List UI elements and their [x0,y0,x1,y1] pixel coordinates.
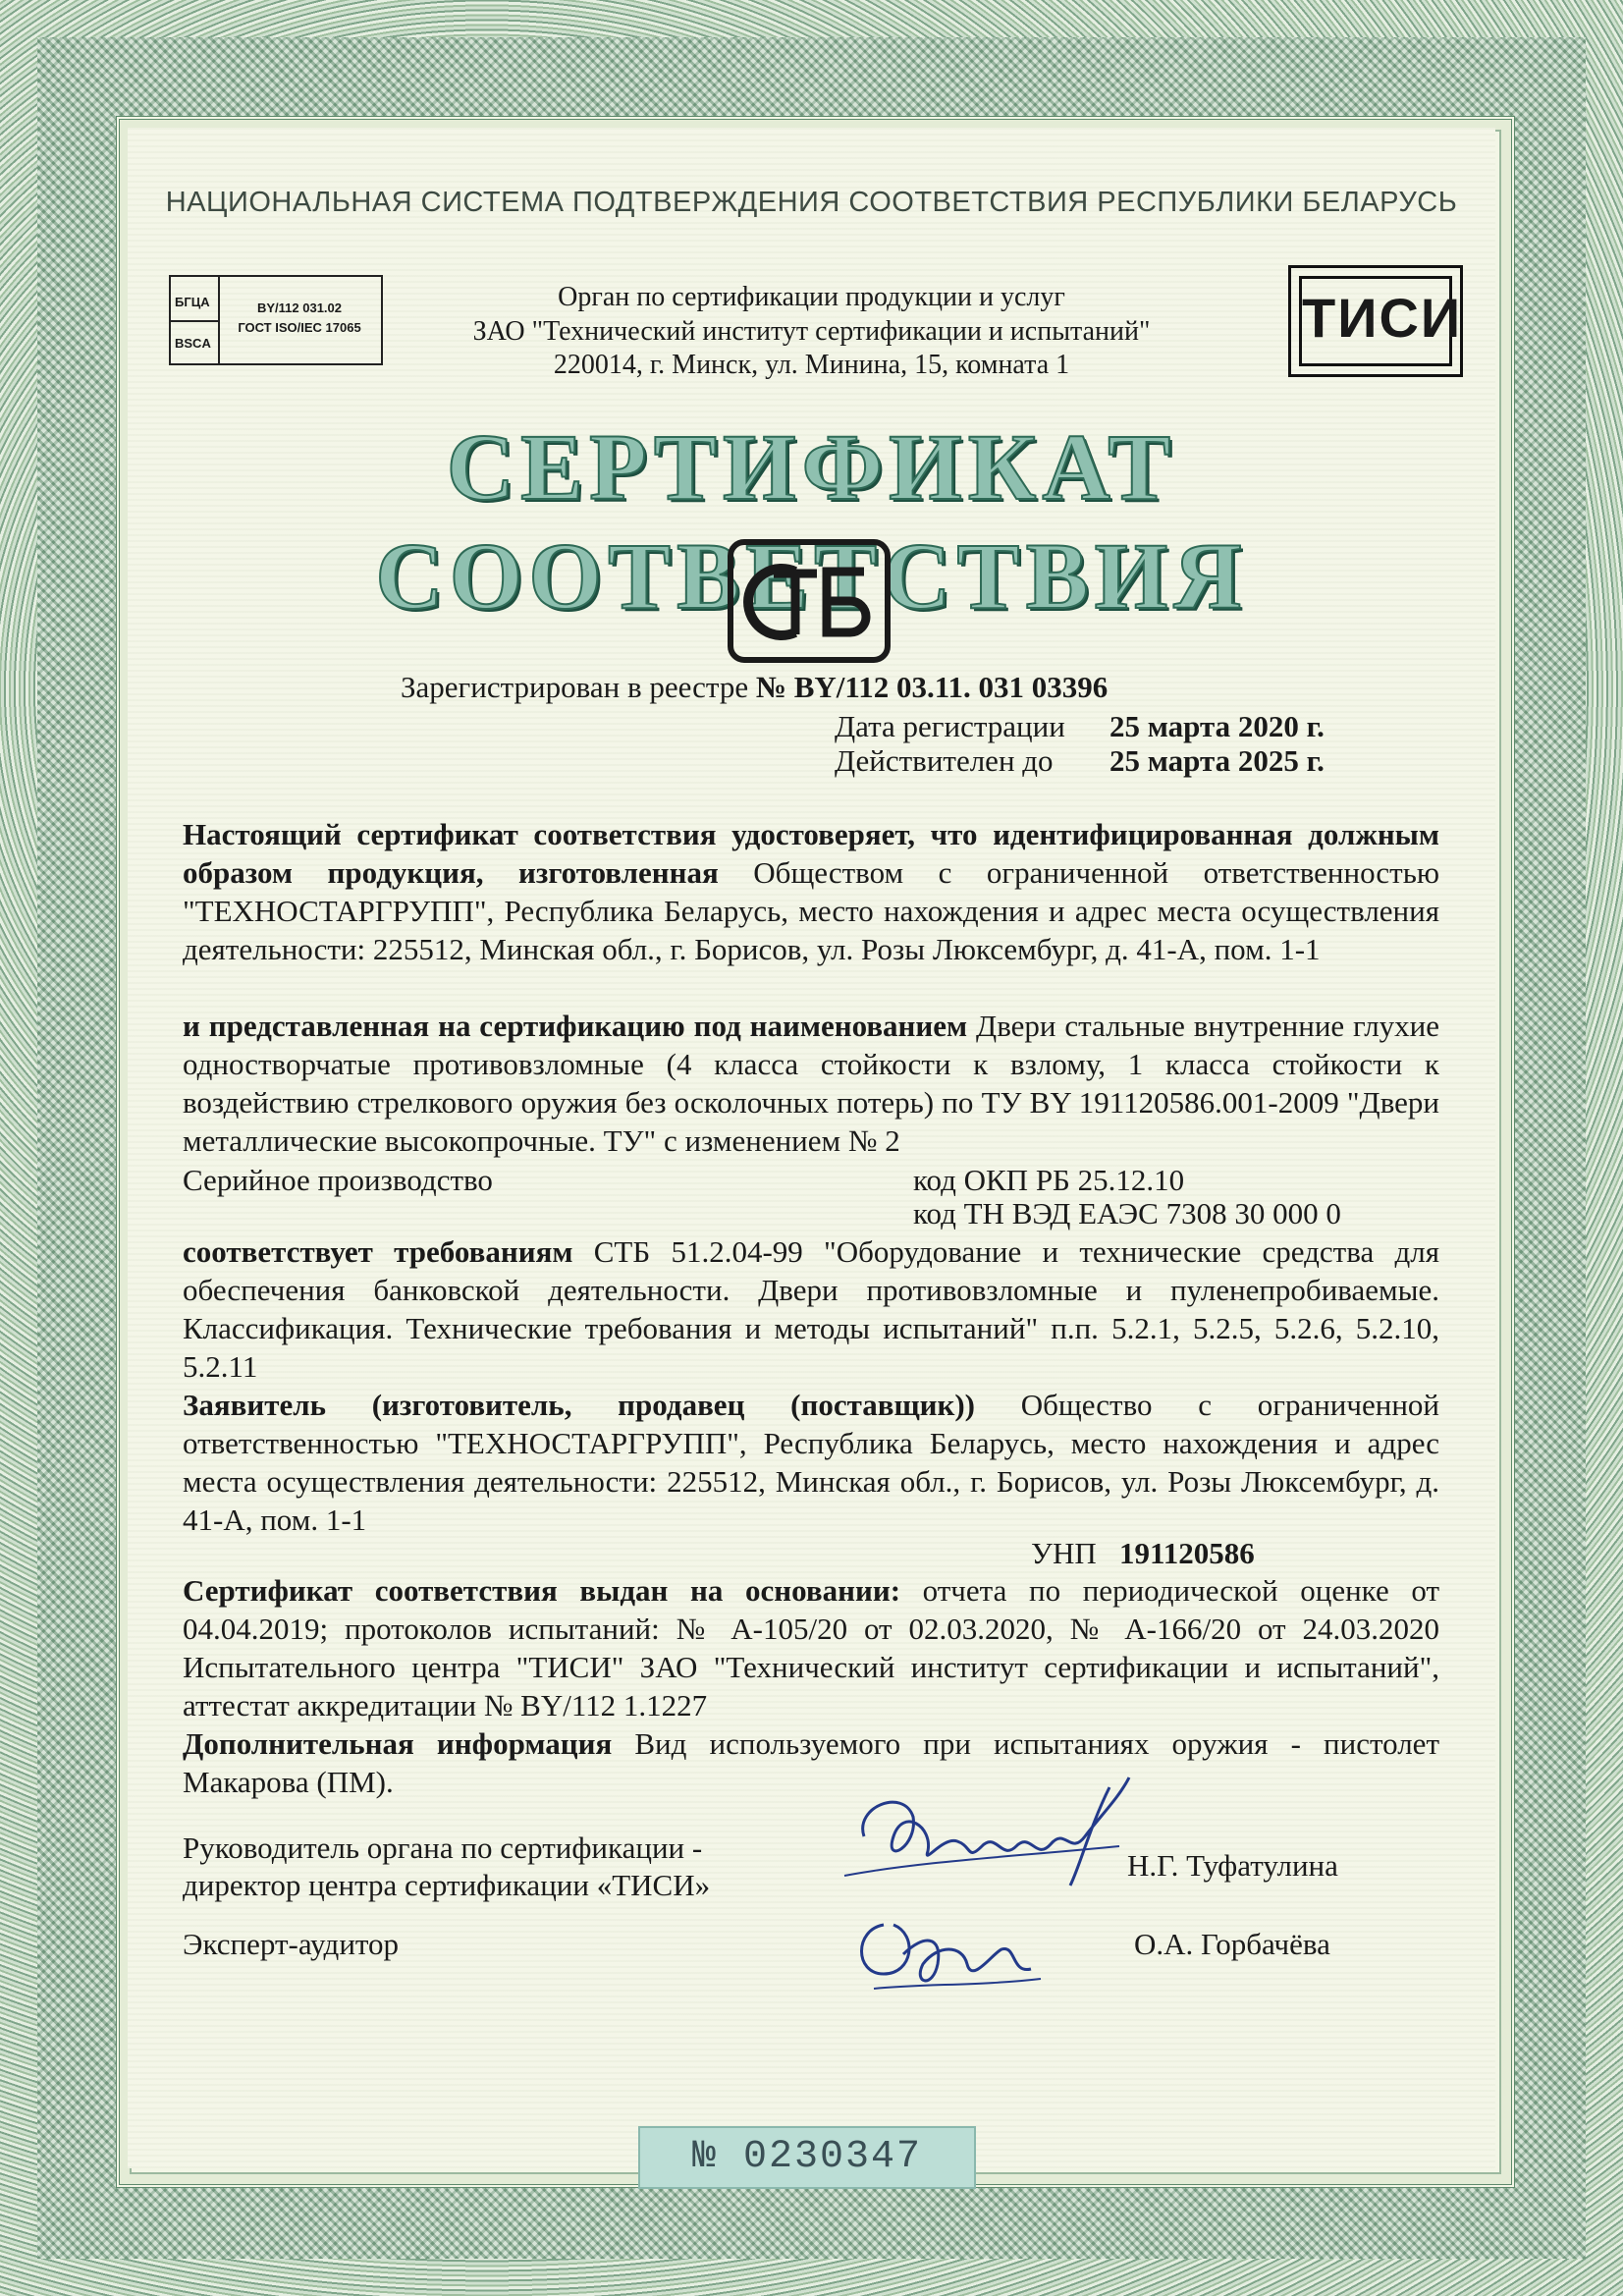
stb-mark-logo [727,538,892,664]
certificate-title: СЕРТИФИКАТ СООТВЕТСТВИЯ [375,414,1248,629]
p2-text: Двери стальные внутренние глухие одностворчатые противовзломные (4 класса стойкости к взлому, 1 класса стойкости к воздействию стрелкового оружия без осколочных потерь) по ТУ BY 191120586.001-2009 "Двери металлические высокопрочные. ТУ" с изменением № 2 [183,1009,1440,1158]
badge-standard: ГОСТ ISO/IEC 17065 [238,320,361,335]
head-name: Н.Г. Туфатулина [1127,1848,1338,1883]
badge-divider [171,320,218,322]
unp-label: УНП [1031,1536,1097,1570]
unp-value: 191120586 [1118,1536,1255,1570]
registry-number: № BY/112 03.11. 031 03396 [755,670,1109,704]
p3-bold: соответствует требованиям [183,1234,573,1269]
p1-bold: Настоящий сертификат соответствия удостоверяет, что идентифицированная должным образом продукция, изготовленная [183,817,1439,890]
badge-number: BY/112 031.02 [256,301,343,315]
paragraph-additional [183,1724,1439,1801]
reg-date-value: 25 марта 2020 г. [1109,709,1325,743]
organ-line-3: 220014, г. Минск, ул. Минина, 15, комната 1 [553,350,1070,380]
valid-until-label: Действителен до [835,743,1054,778]
badge-bgca: БГЦА [175,295,210,309]
badge-bsca: BSCA [175,336,211,351]
p4-text: Общество с ограниченной ответственностью "ТЕХНОСТАРГРУПП", Республика Беларусь, место нахождения и адрес места осуществления деятельности: 225512, Минская обл., г. Борисов, ул. Розы Люксембург, д. 41-А, пом. 1-1 [183,1388,1439,1537]
serial-number: № 0230347 [638,2126,976,2189]
head-title-line-1: Руководитель органа по сертификации - [183,1831,703,1865]
p1-text: Обществом с ограниченной ответственностью "ТЕХНОСТАРГРУПП", Республика Беларусь, место нахождения и адрес места осуществления деятельности: 225512, Минская обл., г. Борисов, ул. Розы Люксембург, д. 41-А, пом. 1-1 [183,855,1439,966]
paragraph-applicant [183,1386,1439,1539]
p5-text: отчета по периодической оценке от 04.04.2019; протоколов испытаний: № А-105/20 от 02.03.2020, № А-166/20 от 24.03.2020 Испытательного центра "ТИСИ" ЗАО "Технический институт сертификации и испытаний", аттестат аккредитации № BY/112 1.1227 [183,1573,1439,1722]
tnved-code: код ТН ВЭД ЕАЭС 7308 30 000 0 [913,1196,1341,1230]
reg-date-label: Дата регистрации [835,709,1065,743]
tisi-logo-text: ТИСИ [1299,276,1452,366]
signature-expert [844,1895,1060,2003]
paragraph-requirements [183,1232,1439,1386]
stb-c-shape [748,569,795,635]
serial-production: Серийное производство [183,1163,493,1197]
paragraph-product [183,1007,1439,1160]
p6-bold: Дополнительная информация [183,1726,613,1761]
unp-line [1031,1534,1255,1572]
valid-until-value: 25 марта 2025 г. [1109,743,1325,778]
registry-label: Зарегистрирован в реестре [401,670,749,704]
expert-label: Эксперт-аудитор [183,1927,400,1961]
registry-line [401,668,1108,706]
p5-bold: Сертификат соответствия выдан на основании: [183,1573,901,1608]
p4-bold: Заявитель (изготовитель, продавец (поставщик)) [183,1388,975,1422]
national-system-header: НАЦИОНАЛЬНАЯ СИСТЕМА ПОДТВЕРЖДЕНИЯ СООТВЕТСТВИЯ РЕСПУБЛИКИ БЕЛАРУСЬ [165,187,1458,218]
paragraph-certifies [183,815,1439,968]
expert-name: О.А. Горбачёва [1134,1927,1330,1961]
paragraph-basis [183,1571,1439,1724]
p2-bold: и представленная на сертификацию под наименованием [183,1009,968,1043]
p6-text: Вид используемого при испытаниях оружия - пистолет Макарова (ПМ). [183,1726,1439,1799]
accreditation-badge [169,275,383,365]
organ-line-1: Орган по сертификации продукции и услуг [558,282,1065,312]
p3-text: СТБ 51.2.04-99 "Оборудование и технические средства для обеспечения банковской деятельности. Двери противовзломные и пуленепробиваемые. Классификация. Технические требования и методы испытаний" п.п. 5.2.1, 5.2.5, 5.2.6, 5.2.10, 5.2.11 [183,1234,1439,1384]
tisi-logo [1288,265,1463,377]
organ-line-2: ЗАО "Технический институт сертификации и испытаний" [472,316,1151,347]
signature-head [825,1768,1139,1905]
head-title-line-2: директор центра сертификации «ТИСИ» [183,1868,711,1902]
okp-code: код ОКП РБ 25.12.10 [913,1163,1185,1197]
